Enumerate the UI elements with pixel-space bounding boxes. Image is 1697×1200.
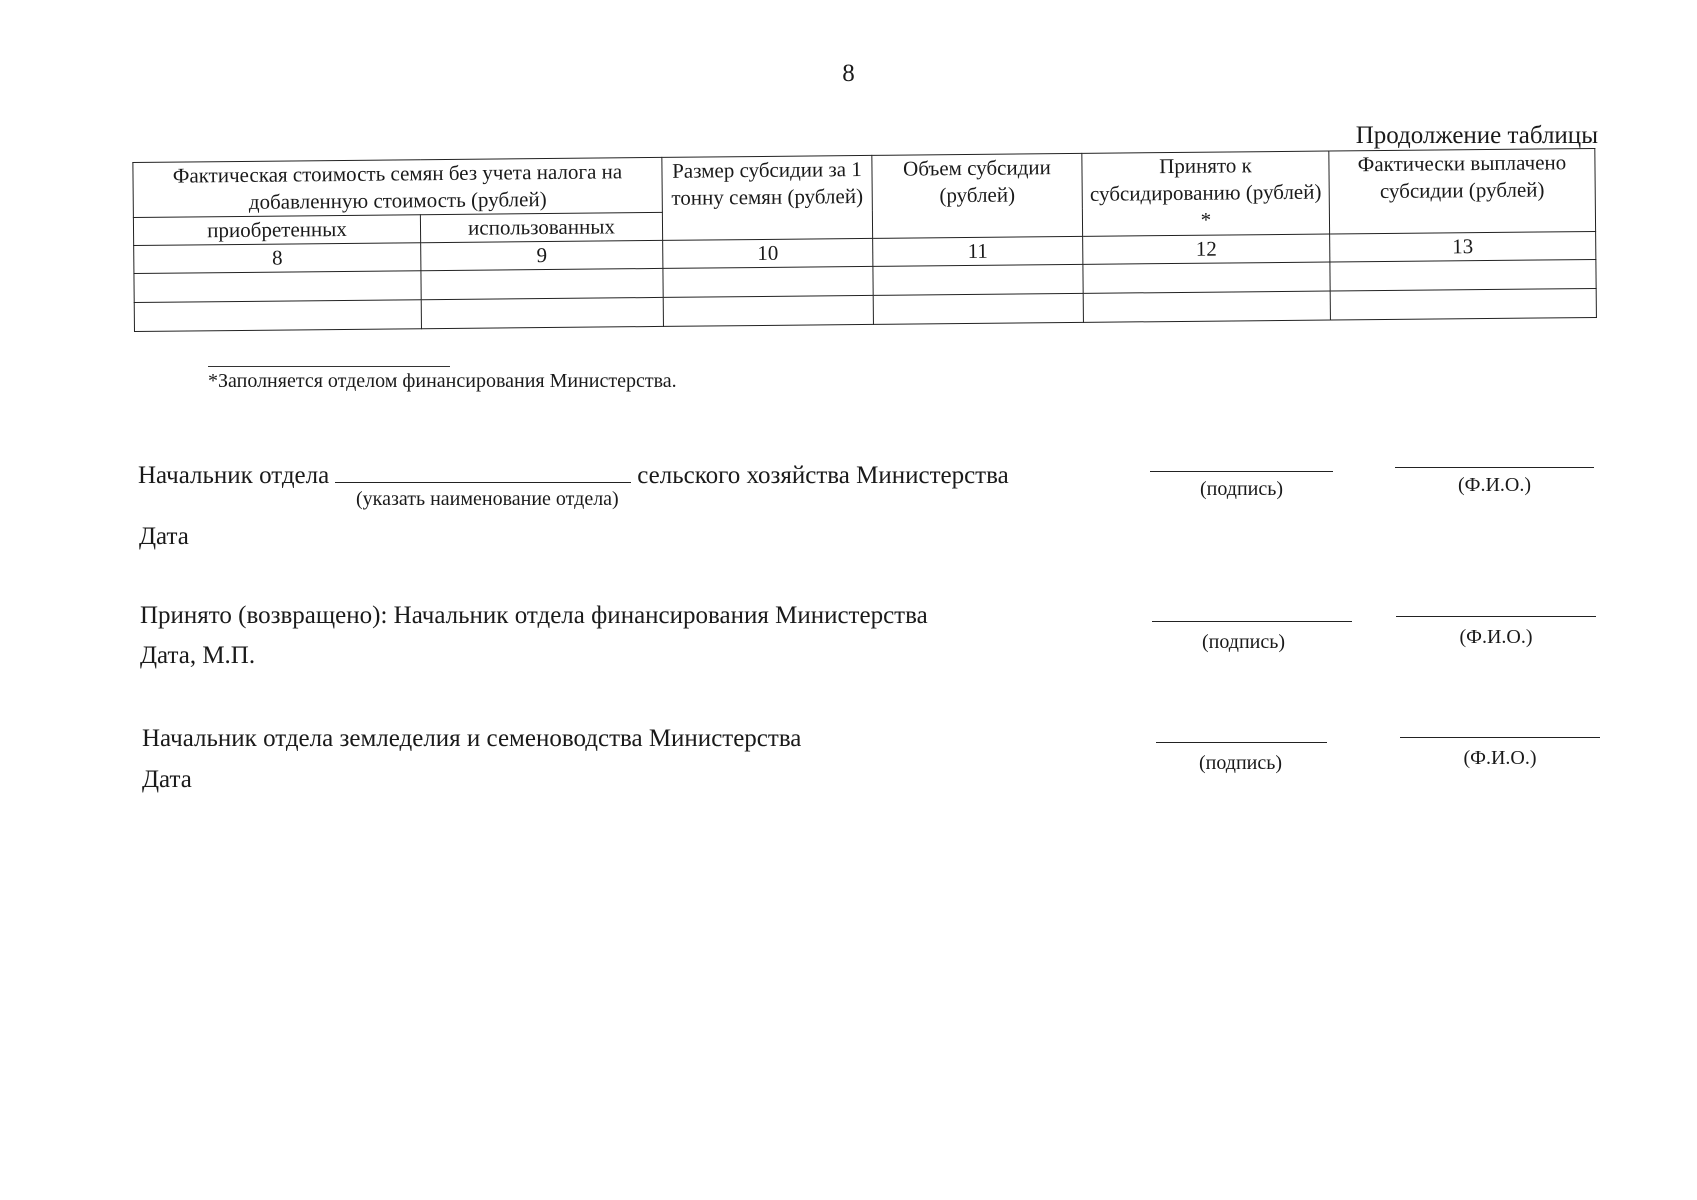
column-number: 12 [1083,234,1330,264]
department-hint: (указать наименование отдела) [356,488,619,510]
table-cell [1330,288,1596,320]
block2-date: Дата, М.П. [140,642,256,669]
block1-name-line [1395,467,1594,468]
column-number: 9 [421,240,663,270]
subheader-purchased: приобретенных [133,215,420,246]
block2-name-line [1396,616,1596,617]
page-number: 8 [842,60,855,87]
table-header-row [133,148,1595,217]
subsidy-table [132,148,1597,332]
table-cell [873,264,1083,295]
column-number: 8 [134,243,421,274]
block1-name-caption: (Ф.И.О.) [1457,474,1531,496]
table-cell [421,297,663,328]
table-cell [1083,262,1330,293]
table-cell [134,271,421,303]
block1-suffix: сельского хозяйства Министерства [637,462,1009,489]
table-cell [663,266,873,297]
table-cell [1330,259,1596,291]
footnote-rule [208,366,450,367]
block3-signature-line [1156,742,1327,743]
department-blank-line [335,460,631,483]
table-cell [1083,291,1330,322]
block2-name-caption: (Ф.И.О.) [1459,626,1533,648]
header-paid: Фактически выплачено субсидии (рублей) [1329,148,1596,234]
column-number: 13 [1330,231,1596,262]
column-number: 11 [873,236,1083,266]
table-cell [873,293,1083,324]
block2-signature-caption: (подпись) [1201,631,1286,653]
block1-date: Дата [139,523,189,550]
column-number: 10 [663,238,873,268]
table-cell [134,300,421,332]
block3-date: Дата [142,766,192,793]
block3-name-caption: (Ф.И.О.) [1463,747,1537,769]
block1-signature-caption: (подпись) [1199,478,1284,500]
header-subsidy-rate: Размер субсидии за 1 тонну семян (рублей) [662,155,873,240]
block3-signature-caption: (подпись) [1198,752,1283,774]
block3-title: Начальник отдела земледелия и семеноводства Министерства [142,725,802,752]
block2-title: Принято (возвращено): Начальник отдела финансирования Министерства [140,602,928,629]
block1-title [138,460,1009,490]
subheader-used: использованных [420,212,662,242]
table-cell [663,295,873,326]
block2-signature-line [1152,621,1352,622]
footnote: *Заполняется отделом финансирования Министерства. [208,370,677,392]
header-accepted: Принято к субсидированию (рублей) * [1082,151,1330,236]
block1-prefix: Начальник отдела [138,462,330,489]
block3-name-line [1400,737,1600,738]
continuation-label: Продолжение таблицы [1355,122,1598,149]
table-cell [421,268,663,299]
header-actual-cost: Фактическая стоимость семян без учета налога на добавленную стоимость (рублей) [133,157,663,217]
header-subsidy-volume: Объем субсидии (рублей) [872,153,1083,238]
block1-signature-line [1150,471,1333,472]
